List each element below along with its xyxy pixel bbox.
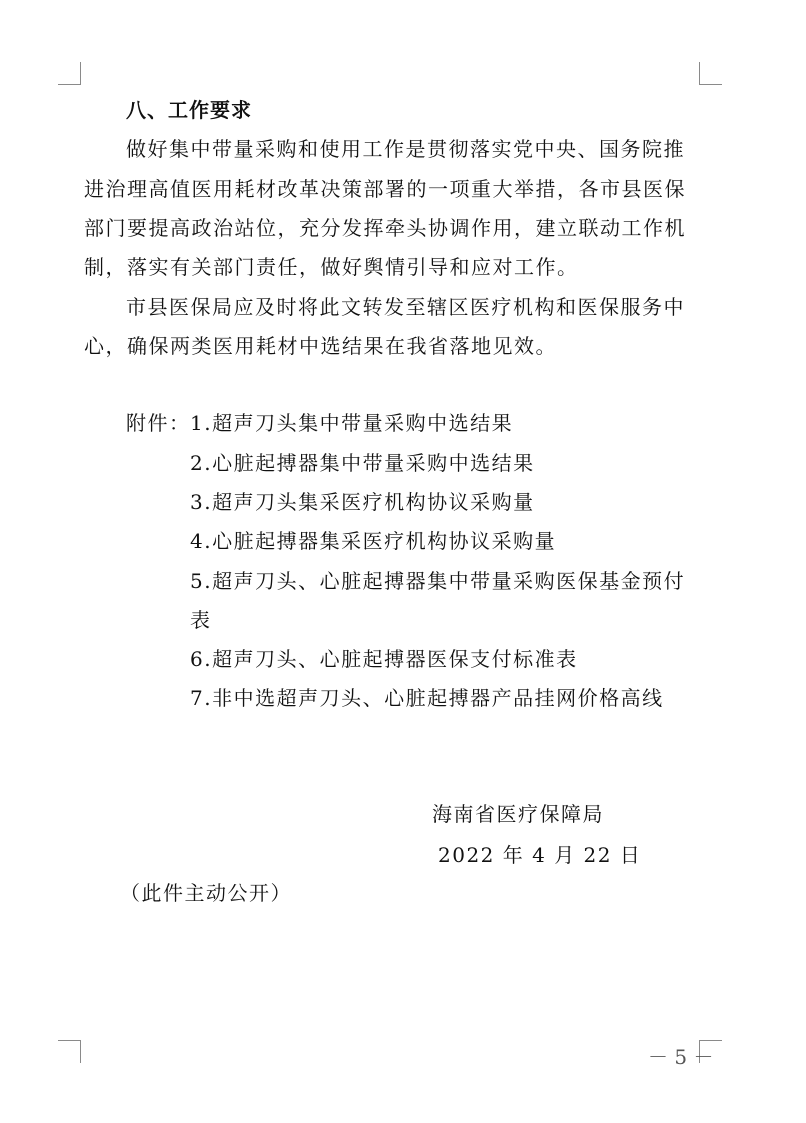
attachment-item-4: 4.心脏起搏器集采医疗机构协议采购量 — [190, 529, 557, 553]
attachment-item-7: 7.非中选超声刀头、心脏起搏器产品挂网价格高线 — [190, 686, 664, 710]
signature-organization: 海南省医疗保障局 — [432, 802, 604, 826]
paragraph-2-line-2: 心，确保两类医用耗材中选结果在我省落地见效。 — [84, 334, 557, 358]
section-heading: 八、工作要求 — [126, 98, 252, 122]
attachment-item-3: 3.超声刀头集采医疗机构协议采购量 — [190, 490, 535, 514]
attachment-item-5-continued: 表 — [190, 608, 212, 632]
paragraph-1-line-3: 部门要提高政治站位，充分发挥牵头协调作用，建立联动工作机 — [84, 216, 686, 240]
attachment-item-2: 2.心脏起搏器集中带量采购中选结果 — [190, 451, 535, 475]
paragraph-2-line-1: 市县医保局应及时将此文转发至辖区医疗机构和医保服务中 — [126, 295, 685, 319]
paragraph-1-line-4: 制，落实有关部门责任，做好舆情引导和应对工作。 — [84, 255, 579, 279]
disclosure-note: （此件主动公开） — [120, 881, 292, 905]
attachments-label: 附件： — [126, 411, 191, 435]
attachment-item-1: 1.超声刀头集中带量采购中选结果 — [190, 411, 514, 435]
page-number: － 5 － — [648, 1045, 714, 1069]
crop-mark-top-left — [58, 62, 81, 85]
signature-date: 2022 年 4 月 22 日 — [438, 843, 642, 867]
paragraph-1-line-1: 做好集中带量采购和使用工作是贯彻落实党中央、国务院推 — [126, 137, 685, 161]
attachment-item-6: 6.超声刀头、心脏起搏器医保支付标准表 — [190, 647, 578, 671]
crop-mark-bottom-left — [58, 1040, 81, 1063]
attachment-item-5: 5.超声刀头、心脏起搏器集中带量采购医保基金预付 — [190, 569, 686, 593]
paragraph-1-line-2: 进治理高值医用耗材改革决策部署的一项重大举措，各市县医保 — [84, 177, 686, 201]
crop-mark-top-right — [699, 62, 722, 85]
